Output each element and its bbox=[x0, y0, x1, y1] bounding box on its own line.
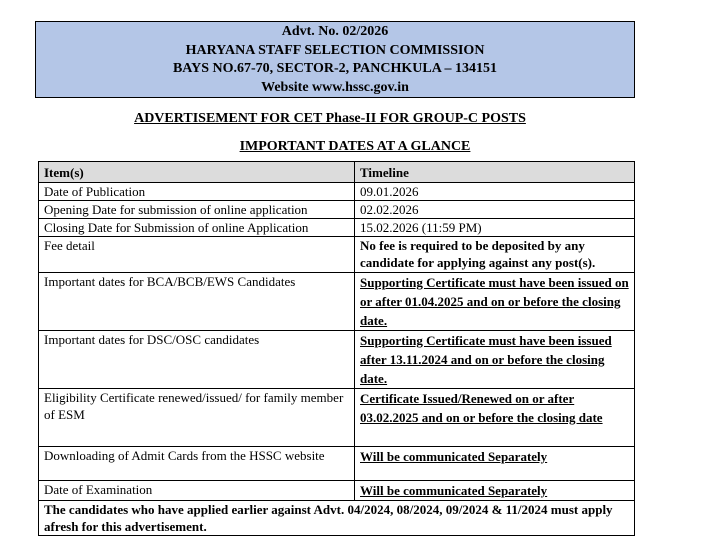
row-timeline: Supporting Certificate must have been issued on or after 01.04.2025 and on or before the closing date. bbox=[355, 273, 635, 331]
advt-number: Advt. No. 02/2026 bbox=[281, 24, 389, 39]
row-timeline: 15.02.2026 (11:59 PM) bbox=[355, 219, 635, 237]
row-item: Downloading of Admit Cards from the HSSC website bbox=[39, 447, 355, 481]
commission-website: Website www.hssc.gov.in bbox=[261, 79, 409, 95]
table-row bbox=[39, 331, 635, 389]
row-item: Fee detail bbox=[39, 237, 355, 273]
table-row bbox=[39, 201, 635, 219]
footer-note: The candidates who have applied earlier against Advt. 04/2024, 08/2024, 09/2024 & 11/2024 must apply afresh for this advertisement. bbox=[39, 501, 635, 536]
row-item: Date of Examination bbox=[39, 481, 355, 501]
table-row bbox=[39, 237, 635, 273]
row-item: Important dates for DSC/OSC candidates bbox=[39, 331, 355, 389]
header-box bbox=[35, 21, 635, 98]
row-timeline: Supporting Certificate must have been issued after 13.11.2024 and on or before the closing date. bbox=[355, 331, 635, 389]
row-timeline: Certificate Issued/Renewed on or after 03.02.2025 and on or before the closing date bbox=[355, 389, 635, 447]
table-row bbox=[39, 389, 635, 447]
row-timeline: 02.02.2026 bbox=[355, 201, 635, 219]
advertisement-title: ADVERTISEMENT FOR CET Phase-II FOR GROUP-C POSTS bbox=[134, 111, 526, 126]
table-footer-row bbox=[39, 501, 635, 536]
row-timeline: No fee is required to be deposited by any candidate for applying against any post(s). bbox=[355, 237, 635, 273]
row-item: Closing Date for Submission of online Application bbox=[39, 219, 355, 237]
table-row bbox=[39, 481, 635, 501]
row-item: Eligibility Certificate renewed/issued/ for family member of ESM bbox=[39, 389, 355, 447]
important-dates-title: IMPORTANT DATES AT A GLANCE bbox=[239, 139, 471, 154]
row-item: Opening Date for submission of online application bbox=[39, 201, 355, 219]
table-row bbox=[39, 183, 635, 201]
table-header-row bbox=[39, 162, 635, 183]
commission-name: HARYANA STAFF SELECTION COMMISSION bbox=[185, 42, 485, 58]
column-header-item: Item(s) bbox=[39, 162, 355, 183]
important-dates-table bbox=[38, 161, 635, 536]
table-row bbox=[39, 447, 635, 481]
row-timeline: Will be communicated Separately bbox=[355, 447, 635, 481]
table-row bbox=[39, 219, 635, 237]
row-item: Important dates for BCA/BCB/EWS Candidates bbox=[39, 273, 355, 331]
table-row bbox=[39, 273, 635, 331]
row-timeline: 09.01.2026 bbox=[355, 183, 635, 201]
column-header-timeline: Timeline bbox=[355, 162, 635, 183]
row-item: Date of Publication bbox=[39, 183, 355, 201]
commission-address: BAYS NO.67-70, SECTOR-2, PANCHKULA – 134151 bbox=[172, 61, 498, 76]
row-timeline: Will be communicated Separately bbox=[355, 481, 635, 501]
